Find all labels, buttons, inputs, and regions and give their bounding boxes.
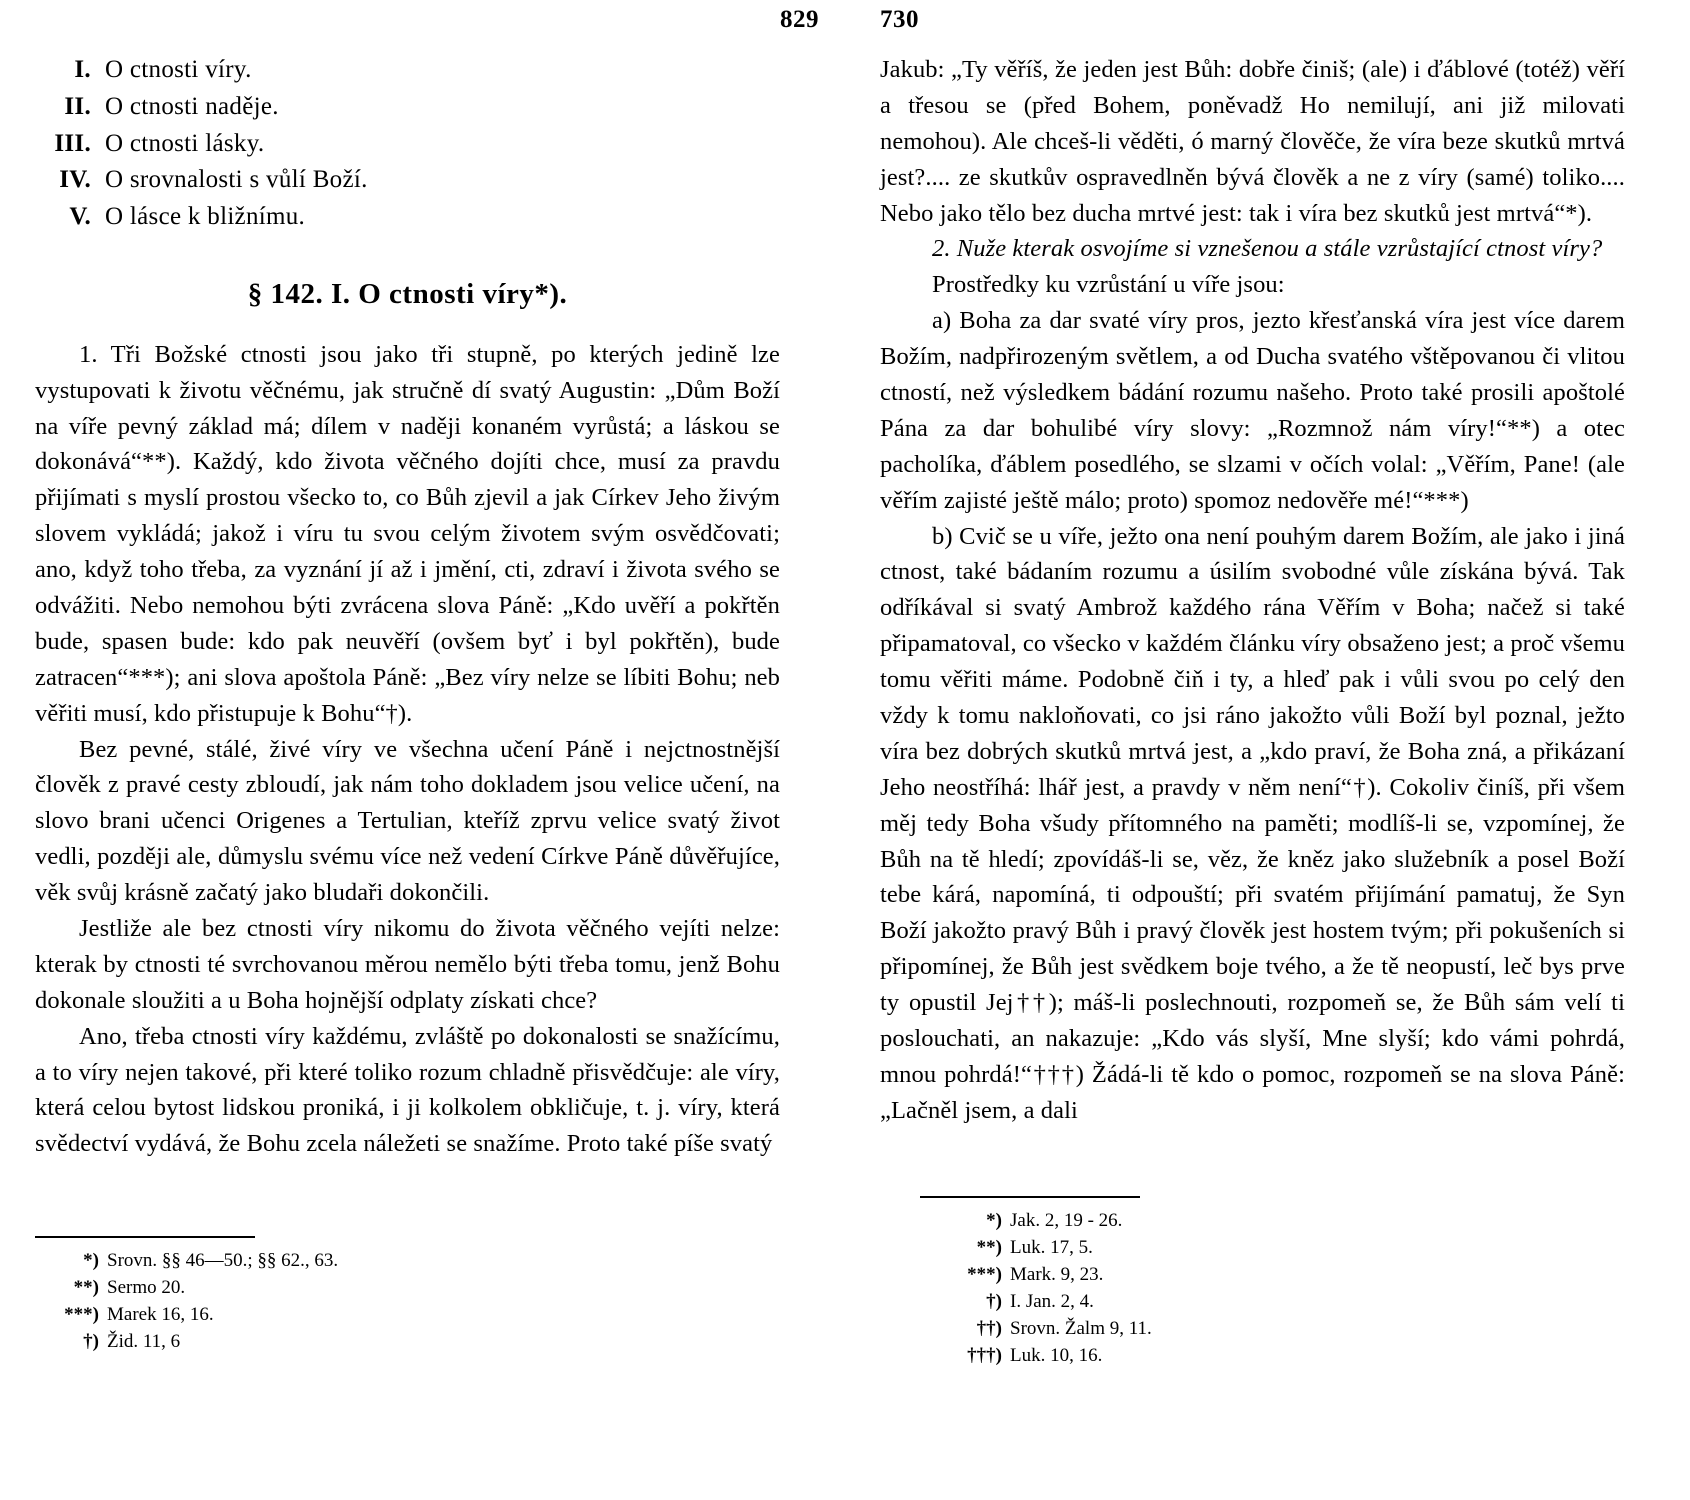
paragraph-2: Bez pevné, stálé, živé víry ve všechna učení Páně i nejctnostnější člověk z pravé cesty zbloudí, jak nám toho dokladem jsou velice učení, na slovo brani učenci Origenes a Tertulian, kteříž zprvu velice svatý život vedli, později ale, důmyslu svému více než vedení Církve Páně důvěřujíce, věk svůj krásně začatý jako bludaři dokončili. — [35, 735, 780, 907]
footnote-mark: ††) — [976, 1317, 1002, 1339]
footnote-item — [920, 1343, 1625, 1370]
toc-label: O ctnosti víry. — [105, 56, 252, 83]
footnote-text: Sermo 20. — [107, 1276, 186, 1298]
footnote-item — [35, 1275, 780, 1302]
footnote-text: Jak. 2, 19 - 26. — [1010, 1210, 1123, 1231]
footnote-mark: †) — [83, 1330, 99, 1352]
footnotes-left — [35, 1236, 780, 1356]
right-column — [880, 52, 1625, 1129]
paragraph-1: 1. Tři Božské ctnosti jsou jako tři stupně, po kterých jedině lze vystupovati k životu věčnému, jak stručně dí svatý Augustin: „Dům Boží na víře pevný základ má; dílem v naději konaném vyrůstá; a láskou se dokonává“**). Každý, kdo života věčného dojíti chce, musí za pravdu přijímati s myslí prostou všecko to, co Bůh zjevil a jak Církev Jeho živým slovem vykládá; jakož i víru tu svou celým životem svým osvědčovati; ano, když toho třeba, za vyznání jí až i jmění, cti, zdraví i života svého se odvážiti. Nebo nemohou býti zvrácena slova Páně: „Kdo uvěří a pokřtěn bude, spasen bude: kdo pak neuvěří (ovšem byť i byl pokřtěn), bude zatracen“***); ani slova apoštola Páně: „Bez víry nelze se líbiti Bohu; neb věřiti musí, kdo přistupuje k Bohu“†). — [35, 340, 780, 727]
footnote-rule — [35, 1236, 255, 1238]
list-item — [35, 126, 780, 163]
footnote-text: Luk. 17, 5. — [1010, 1236, 1093, 1258]
footnote-item — [35, 1248, 780, 1275]
folio-right: 730 — [880, 6, 919, 33]
list-item — [35, 199, 780, 236]
paragraph-2: 2. Nuže kterak osvojíme si vznešenou a stále vzrůstající ctnost víry? — [932, 235, 1603, 263]
footnote-item — [920, 1235, 1625, 1262]
paragraph-3: Jestliže ale bez ctnosti víry nikomu do života věčného vejíti nelze: kterak by ctnosti té svrchovanou měrou nemělo býti třeba tomu, jenž Bohu dokonale sloužiti a u Boha hojnější odplaty získati chce? — [35, 915, 780, 1014]
list-item — [35, 52, 780, 89]
footnote-text: Marek 16, 16. — [107, 1303, 214, 1325]
footnote-mark: **) — [73, 1276, 99, 1298]
footnote-rule — [920, 1196, 1140, 1198]
section-heading: § 142. I. O ctnosti víry*). — [247, 277, 568, 310]
toc-numeral: I. — [74, 56, 91, 83]
paragraph-5: b) Cvič se u víře, ježto ona není pouhým darem Božím, ale jako i jiná ctnost, také bádaním rozumu a úsilím svobodné vůle získána bývá. Tak odříkával si svatý Ambrož každého rána Věřím v Boha; načež si také připamatoval, co všecko v každém článku víry obsaženo jest; a proč všemu tomu věřiti máme. Podobně čiň i ty, a hleď pak i vůli svou po celý den vždy k tomu nakloňovati, co jsi ráno jakožto vůli Boží byl poznal, ježto víra bez dobrých skutků mrtvá jest, a „kdo praví, že Boha zná, a přikázaní Jeho neostříhá: lhář jest, a pravdy v něm není“†). Cokoliv činíš, při všem měj tedy Boha všudy přítomného na paměti; modlíš-li se, vzpomínej, že Bůh na tě hledí; zpovídáš-li se, věz, že kněz jako služebník a posel Boží tebe kárá, napomíná, ti odpouští; při svatém přijímání pamatuj, že Syn Boží jakožto pravý Bůh i pravý člověk jest hostem tvým; při pokušeních si připomínej, že Bůh jest svědkem boje tvého, a že tě neopustí, leč bys prve ty opustil Jej††); máš-li poslechnouti, rozpomeň se, že Bůh sám velí ti poslouchati, an nakazuje: „Kdo vás slyší, Mne slyší; kdo vámi pohrdá, mnou pohrdá!“†††) Žádá-li tě kdo o pomoc, rozpomeň se na slova Páně: „Lačněl jsem, a dali — [880, 522, 1625, 1124]
footnotes-right — [880, 1196, 1625, 1370]
paragraph-4: Ano, třeba ctnosti víry každému, zvláště po dokonalosti se snažícímu, a to víry nejen takové, při které toliko rozum chladně přisvědčuje: ale víry, která celou bytost lidskou proniká, i ji kolkolem obkličuje, t. j. víry, která svědectví vydává, že Bohu zcela náležeti se snažíme. Proto také píše svatý — [35, 1022, 780, 1158]
toc-label: O ctnosti naděje. — [105, 92, 279, 120]
list-item — [35, 162, 780, 199]
toc-numeral: IV. — [59, 166, 91, 194]
footnote-text: Žid. 11, 6 — [107, 1330, 181, 1352]
footnote-text: Srovn. Žalm 9, 11. — [1010, 1317, 1152, 1339]
footnote-text: Mark. 9, 23. — [1010, 1263, 1104, 1285]
paragraph-1: Jakub: „Ty věříš, že jeden jest Bůh: dobře činiš; (ale) i ďáblové (totéž) věří a třesou se (před Bohem, poněvadž Ho nemilují, ani již milovati nemohou). Ale chceš-li věděti, ó marný člověče, že víra beze skutků mrtvá jest?.... ze skutkův ospravedlněn bývá člověk a ne z víry (samé) toliko.... Nebo jako tělo bez ducha mrtvé jest: tak i víra bez skutků jest mrtvá“*). — [880, 56, 1625, 227]
footnote-item — [920, 1262, 1625, 1289]
footnote-item — [920, 1316, 1625, 1343]
footnote-item — [35, 1329, 780, 1356]
toc-label: O ctnosti lásky. — [105, 129, 265, 157]
footnote-text: I. Jan. 2, 4. — [1010, 1290, 1094, 1312]
toc-label: O lásce k bližnímu. — [105, 203, 306, 230]
footnote-mark: *) — [83, 1250, 99, 1271]
toc-numeral: III. — [54, 129, 91, 157]
footnote-mark: ***) — [64, 1303, 99, 1325]
footnote-text: Luk. 10, 16. — [1010, 1344, 1103, 1366]
footnote-mark: **) — [976, 1236, 1002, 1258]
footnote-mark: †††) — [967, 1344, 1002, 1366]
footnote-item — [920, 1289, 1625, 1316]
footnote-item — [920, 1208, 1625, 1235]
toc-numeral: V. — [69, 203, 91, 230]
left-column — [35, 52, 780, 1162]
paragraph-3: Prostředky ku vzrůstání u víře jsou: — [932, 271, 1285, 299]
footnote-item — [35, 1302, 780, 1329]
footnote-mark: *) — [986, 1210, 1002, 1231]
paragraph-4: a) Boha za dar svaté víry pros, jezto křesťanská víra jest více darem Božím, nadpřirozeným světlem, a od Ducha svatého vštěpovanou či vlitou ctností, než výsledkem bádání rozumu našeho. Proto také prosili apoštolé Pána za dar bohulibé víry slovy: „Rozmnož nám víry!“**) a otec pacholíka, ďáblem posedlého, se slzami v očích volal: „Věřím, Pane! (ale věřím zajisté ještě málo; proto) spomoz nedověře mé!“***) — [880, 307, 1625, 514]
table-of-contents — [35, 52, 780, 236]
folio-row — [0, 6, 1690, 46]
footnote-text: Srovn. §§ 46—50.; §§ 62., 63. — [107, 1250, 339, 1271]
footnote-mark: †) — [986, 1290, 1002, 1312]
toc-numeral: II. — [64, 92, 91, 120]
list-item — [35, 89, 780, 126]
toc-label: O srovnalosti s vůlí Boží. — [105, 166, 368, 194]
footnote-mark: ***) — [967, 1263, 1002, 1285]
folio-left: 829 — [780, 6, 819, 33]
